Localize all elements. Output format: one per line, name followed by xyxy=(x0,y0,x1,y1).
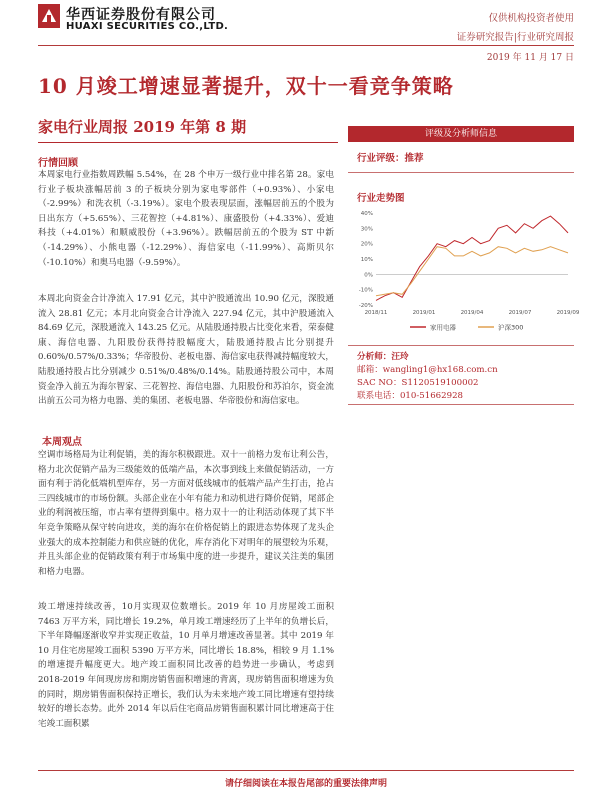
analyst-sac-number: SAC NO：S1120519100002 xyxy=(357,378,479,388)
series-line-1 xyxy=(376,247,568,296)
y-tick-label: 10% xyxy=(360,257,373,263)
x-tick-label: 2019/01 xyxy=(412,310,436,316)
sidebar-divider xyxy=(348,172,574,173)
legal-notice: 请仔细阅读在本报告尾部的重要法律声明 xyxy=(224,779,387,789)
market-review-paragraph-2: 本周北向资金合计净流入 17.91 亿元，其中沪股通流出 10.90 亿元，深股通流入 28.81 亿元；本月北向资金合计净流入 227.94 亿元，其中沪股通流入 84.69 亿元，深股通流入 143.25 亿元。从陆股通持股占比变化来看，荣泰健康、海信电器、九阳股份获得持股幅度大，陆股通持股占比分别提升 0.60%/0.57%/0.33%；华帝股份、老板电器、海信家电获得减持幅度较大，陆股通持股占比分别减少 0.51%/0.48%/0.14%。陆股通持股公司中，本周资金净入前五为海尔智家、三花智控、海信电器、九阳股份和苏泊尔，资金流出前五公司为格力电器、美的集团、老板电器、华帝股份和海信家电。 xyxy=(38,294,334,407)
legend-label-csi300: 沪深300 xyxy=(498,323,524,332)
analyst-phone: 联系电话：010-51662928 xyxy=(357,391,464,401)
views-heading: 本周观点 xyxy=(42,437,82,448)
report-type: 证券研究报告|行业研究周报 xyxy=(456,32,574,43)
y-tick-label: -20% xyxy=(358,303,373,309)
sidebar-header: 评级及分析师信息 xyxy=(348,126,574,142)
industry-trend-chart xyxy=(348,205,580,335)
company-name-en: HUAXI SECURITIES CO.,LTD. xyxy=(66,21,229,32)
series-line-0 xyxy=(376,216,568,300)
trend-chart-title: 行业走势图 xyxy=(357,193,405,204)
report-subtitle: 家电行业周报 2019 年第 8 期 xyxy=(38,118,247,136)
audience-note: 仅供机构投资者使用 xyxy=(488,13,574,24)
sidebar-divider-2 xyxy=(348,345,574,346)
x-tick-label: 2019/09 xyxy=(556,310,580,316)
y-tick-label: 20% xyxy=(360,241,373,248)
header-divider xyxy=(38,45,574,46)
market-review-paragraph-1: 本周家电行业指数周跌幅 5.54%，在 28 个申万一级行业中排名第 28。家电行业子板块涨幅居前 3 的子板块分别为家电零部件（+0.93%）、小家电（-2.99%）和洗衣机（-3.19%）。家电个股表现层面，涨幅居前五的个股为日出东方（+5.65%）、三花智控（+4.81%）、康盛股份（+4.33%）、爱迪科技（+4.01%）和顺威股份（+3.96%）。跌幅居前五的个股为 ST 中新（-14.29%）、小熊电器（-12.29%）、海信家电（-11.99%）、高斯贝尔（-10.10%）和奥马电器（-9.59%）。 xyxy=(38,170,334,268)
x-tick-label: 2019/04 xyxy=(460,310,484,316)
x-tick-label: 2019/07 xyxy=(508,310,532,316)
y-tick-label: 40% xyxy=(360,211,373,217)
report-title: 10 月竣工增速显著提升，双十一看竞争策略 xyxy=(38,74,454,98)
y-tick-label: 30% xyxy=(360,226,373,233)
legend-label-appliances: 家用电器 xyxy=(430,323,456,332)
y-tick-label: -10% xyxy=(358,287,373,294)
views-paragraph-1: 空调市场格局为让利促销，美的海尔积极跟进。双十一前格力发布让利公告，格力北次促销产品为三级能效的低端产品，本次事到线上来做促销活动，一方面有利于消化低端机型库存，另一方面对低线城市的低端产品产生打击，抢占三四线城市的市场份额。头部企业在小年有能力和动机进行降价促销，尾部企业的利润被压缩，市占率有望得到集中。格力双十一的让利活动体现了其下半年竞争策略从保守转向进攻，美的海尔在价格促销上的跟进态势体现了龙头企业强大的成本控制能力和供应链的优化，库存消化下对明年的展望较为乐观，并且头部企业的促销政策有利于市场集中度的进一步提升，建议关注美的集团和格力电器。 xyxy=(38,450,334,577)
analyst-email: 邮箱：wangling1@hx168.com.cn xyxy=(357,365,498,375)
y-tick-label: 0% xyxy=(364,272,373,279)
sidebar-divider-3 xyxy=(348,404,574,405)
industry-rating: 行业评级：推荐 xyxy=(357,153,424,164)
subtitle-divider xyxy=(38,142,338,143)
market-review-heading: 行情回顾 xyxy=(38,158,78,169)
company-name-cn: 华西证券股份有限公司 xyxy=(66,7,216,23)
report-date: 2019 年 11 月 17 日 xyxy=(486,53,574,63)
views-paragraph-2: 竣工增速持续改善，10月实现双位数增长。2019 年 10 月房屋竣工面积 7463 万平方米，同比增长 19.2%，单月竣工增速经历了上半年的负增长后，下半年降幅逐渐收窄并实现正收益，10 月单月增速改善显著。其中 2019 年 10 月住宅房屋竣工面积 5390 万平方米，同比增长 18.8%，相较 9 月 1.1%的增速提升幅度更大。地产竣工面积同比改善的趋势进一步确认，考虑到 2018-2019 年间现房房和期房销售面积增速的背离，现房销售面积增速为负的同时，期房销售面积保持正增长，我们认为未来地产竣工同比增速有望持续较好的增长态势。此外 2014 年以后住宅商品房销售面积累计同比增速高于住宅竣工面积累 xyxy=(38,602,334,729)
analyst-name: 分析师：汪玲 xyxy=(357,352,409,362)
company-logo-icon xyxy=(38,4,60,28)
footer-divider xyxy=(38,770,574,771)
x-tick-label: 2018/11 xyxy=(364,310,388,316)
